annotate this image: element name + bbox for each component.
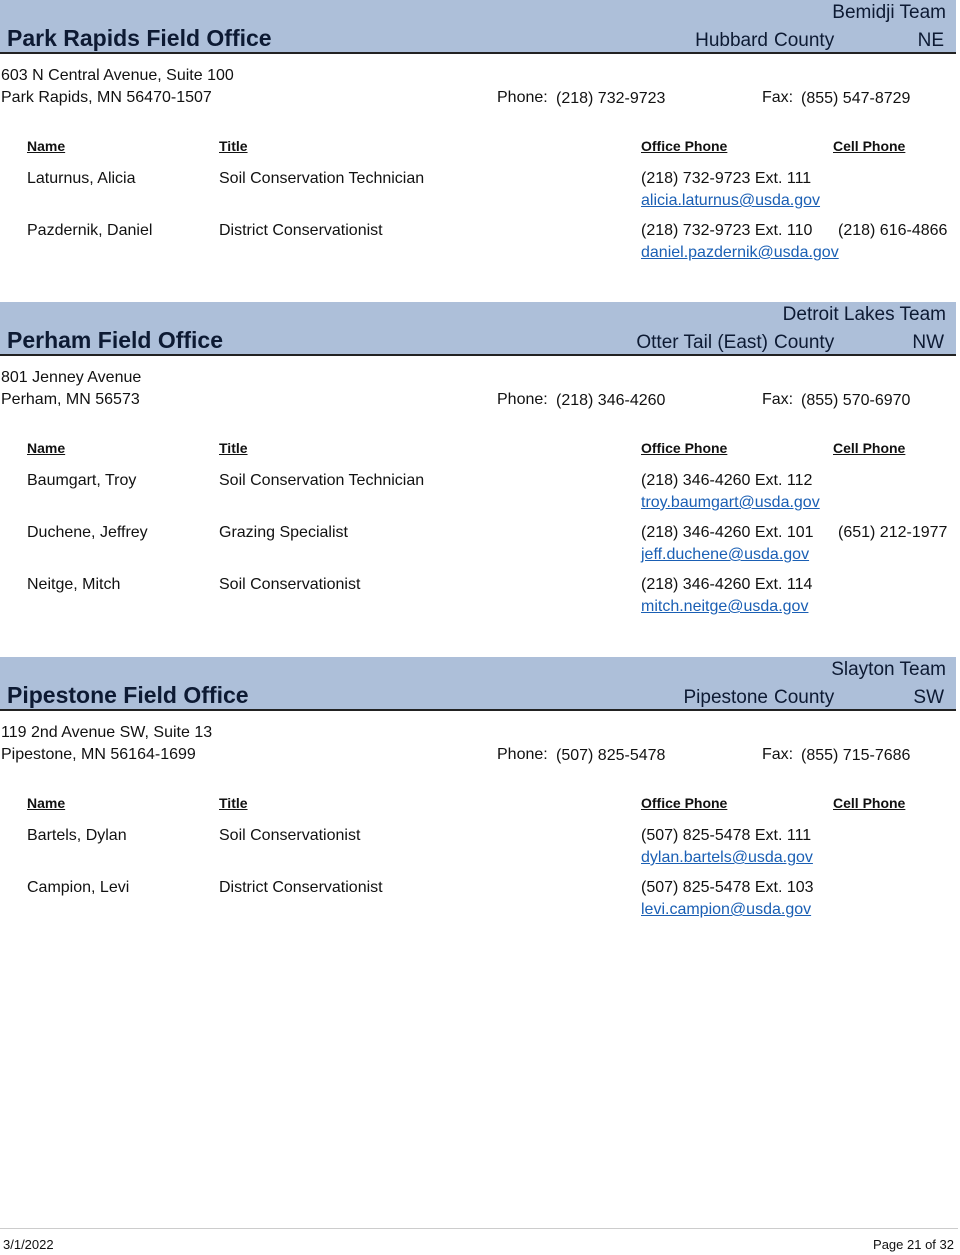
staff-name: Pazdernik, Daniel [27,222,153,239]
staff-email-link[interactable]: dylan.bartels@usda.gov [641,849,813,866]
staff-office-phone: (218) 732-9723 Ext. 111 [641,170,812,187]
staff-name: Campion, Levi [27,879,130,896]
column-header-title: Title [219,440,248,456]
county-name: Otter Tail (East) [636,332,768,353]
office-header [0,302,956,356]
staff-office-phone: (218) 346-4260 Ext. 114 [641,576,813,593]
office-block [0,657,956,918]
staff-cell-phone: (218) 616-4866 [838,222,948,239]
address-line-2: Park Rapids, MN 56470-1507 [1,89,212,106]
staff-email-link[interactable]: alicia.laturnus@usda.gov [641,192,821,209]
column-header-name: Name [27,138,66,154]
county-label: County [774,687,835,708]
fax-label: Fax: [762,391,794,408]
office-fax: (855) 570-6970 [801,392,911,409]
staff-office-phone: (218) 732-9723 Ext. 110 [641,222,813,239]
county-label: County [774,30,835,51]
staff-cell-phone: (651) 212-1977 [838,524,948,541]
staff-email-link[interactable]: troy.baumgart@usda.gov [641,494,820,511]
office-address [1,722,212,766]
fax-label: Fax: [762,746,794,763]
staff-office-phone: (507) 825-5478 Ext. 103 [641,879,814,896]
address-line-1: 119 2nd Avenue SW, Suite 13 [1,724,213,741]
footer-divider [0,1228,958,1229]
column-header-name: Name [27,440,66,456]
office-name: Park Rapids Field Office [7,25,272,51]
column-header-office-phone: Office Phone [641,138,728,154]
staff-email-link[interactable]: daniel.pazdernik@usda.gov [641,244,839,261]
staff-email-link[interactable]: levi.campion@usda.gov [641,901,812,918]
county-label: County [774,332,835,353]
column-header-title: Title [219,138,248,154]
fax-label: Fax: [762,89,794,106]
staff-title: Soil Conservation Technician [219,170,425,187]
office-name: Pipestone Field Office [7,682,249,708]
office-phone: (218) 732-9723 [556,90,666,107]
phone-label: Phone: [497,391,548,408]
office-name: Perham Field Office [7,327,224,353]
region-code: NE [917,30,944,51]
column-header-cell-phone: Cell Phone [833,440,906,456]
column-header-cell-phone: Cell Phone [833,138,906,154]
office-address [1,367,141,411]
staff-title: District Conservationist [219,222,383,239]
staff-name: Bartels, Dylan [27,827,127,844]
county-name: Hubbard [695,30,768,51]
column-header-office-phone: Office Phone [641,440,728,456]
footer-date: 3/1/2022 [3,1237,54,1252]
phone-label: Phone: [497,746,548,763]
staff-title: Soil Conservationist [219,576,361,593]
staff-email-link[interactable]: mitch.neitge@usda.gov [641,598,809,615]
column-header-cell-phone: Cell Phone [833,795,906,811]
team-name: Detroit Lakes Team [782,304,946,325]
office-fax: (855) 715-7686 [801,747,911,764]
staff-name: Duchene, Jeffrey [27,524,148,541]
office-block [0,302,956,615]
column-header-title: Title [219,795,248,811]
staff-title: Soil Conservation Technician [219,472,425,489]
team-name: Bemidji Team [832,2,946,23]
address-line-2: Perham, MN 56573 [1,391,140,408]
staff-office-phone: (218) 346-4260 Ext. 101 [641,524,814,541]
footer-page-number: Page 21 of 32 [873,1237,954,1252]
staff-name: Laturnus, Alicia [27,170,136,187]
region-code: SW [913,687,944,708]
county-name: Pipestone [683,687,768,708]
staff-email-link[interactable]: jeff.duchene@usda.gov [641,546,810,563]
staff-office-phone: (218) 346-4260 Ext. 112 [641,472,813,489]
staff-name: Neitge, Mitch [27,576,121,593]
office-fax: (855) 547-8729 [801,90,911,107]
staff-office-phone: (507) 825-5478 Ext. 111 [641,827,812,844]
staff-name: Baumgart, Troy [27,472,137,489]
office-header [0,657,956,711]
column-header-name: Name [27,795,66,811]
county-line [683,687,944,709]
office-phone: (218) 346-4260 [556,392,666,409]
column-header-office-phone: Office Phone [641,795,728,811]
county-line [636,332,944,354]
phone-label: Phone: [497,89,548,106]
staff-title: Grazing Specialist [219,524,348,541]
staff-title: Soil Conservationist [219,827,361,844]
office-phone: (507) 825-5478 [556,747,666,764]
address-line-1: 603 N Central Avenue, Suite 100 [1,67,234,84]
county-line [695,30,944,52]
staff-title: District Conservationist [219,879,383,896]
address-line-1: 801 Jenney Avenue [1,369,142,386]
region-code: NW [912,332,944,353]
office-header [0,0,956,54]
office-block [0,0,956,261]
office-address [1,65,234,109]
address-line-2: Pipestone, MN 56164-1699 [1,746,196,763]
team-name: Slayton Team [831,659,946,680]
